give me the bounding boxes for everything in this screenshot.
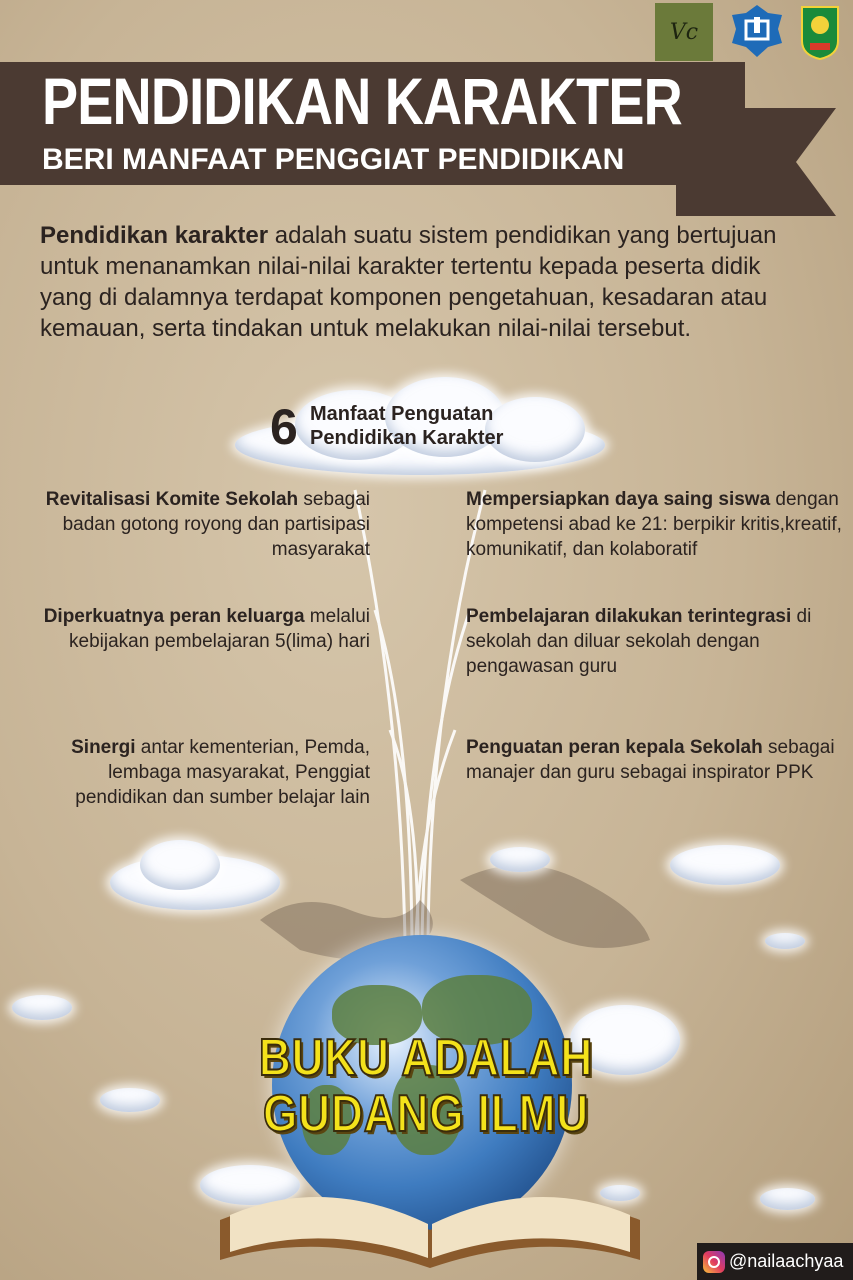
vc-logo-text: Vc	[669, 19, 699, 45]
benefits-heading-line2: Pendidikan Karakter	[310, 427, 504, 449]
cloud	[765, 933, 805, 949]
benefit-text: sebagai manajer dan guru sebagai inspirator PPK	[466, 737, 835, 783]
instagram-icon	[703, 1251, 725, 1273]
benefit-text: melalui kebijakan pembelajaran 5(lima) hari	[69, 606, 370, 652]
page-title: PENDIDIKAN KARAKTER	[42, 64, 682, 138]
benefit-bold: Sinergi	[71, 737, 136, 758]
instagram-handle[interactable]: @nailaachyaa	[729, 1251, 844, 1271]
benefit-bold: Diperkuatnya peran keluarga	[43, 606, 305, 627]
benefit-bold: Pembelajaran dilakukan terintegrasi	[466, 606, 792, 627]
slogan	[214, 1030, 639, 1142]
benefit-text: antar kementerian, Pemda, lembaga masyarakat, Penggiat pendidikan dan sumber belajar lain	[75, 737, 370, 808]
cloud	[100, 1088, 160, 1112]
benefit-bold: Mempersiapkan daya saing siswa	[466, 489, 771, 510]
benefit-item-2	[30, 604, 370, 654]
slogan-line1: BUKU ADALAH	[258, 1029, 594, 1087]
open-book-image	[210, 1160, 650, 1270]
benefit-item-4	[466, 487, 846, 562]
benefit-bold: Revitalisasi Komite Sekolah	[45, 489, 299, 510]
instagram-credit[interactable]	[697, 1243, 853, 1280]
benefit-item-6	[466, 735, 846, 785]
slogan-line2: GUDANG ILMU	[262, 1085, 590, 1143]
benefit-bold: Penguatan peran kepala Sekolah	[466, 737, 763, 758]
benefits-heading-line1: Manfaat Penguatan	[310, 403, 494, 425]
benefit-item-5	[466, 604, 846, 679]
benefit-item-1	[30, 487, 370, 562]
benefit-text: di sekolah dan diluar sekolah dengan pengawasan guru	[466, 606, 812, 677]
benefit-text: sebagai badan gotong royong dan partisipasi masyarakat	[62, 489, 370, 560]
cloud	[670, 845, 780, 885]
intro-bold: Pendidikan karakter	[40, 222, 269, 249]
intro-text: adalah suatu sistem pendidikan yang bertujuan untuk menanamkan nilai-nilai karakter tertentu kepada peserta didik yang di dalamnya terdapat komponen pengetahuan, kesadaran atau kemauan, serta tindakan untuk melakukan nilai-nilai tersebut.	[40, 222, 777, 342]
cloud	[12, 995, 72, 1020]
benefit-text: dengan kompetensi abad ke 21: berpikir kritis,kreatif, komunikatif, dan kolaboratif	[466, 489, 842, 560]
benefit-item-3	[30, 735, 370, 810]
page-subtitle: BERI MANFAAT PENGGIAT PENDIDIKAN	[42, 143, 625, 176]
cloud	[140, 840, 220, 890]
cloud	[490, 847, 550, 872]
cloud	[760, 1188, 815, 1210]
benefits-count: 6	[270, 399, 298, 455]
